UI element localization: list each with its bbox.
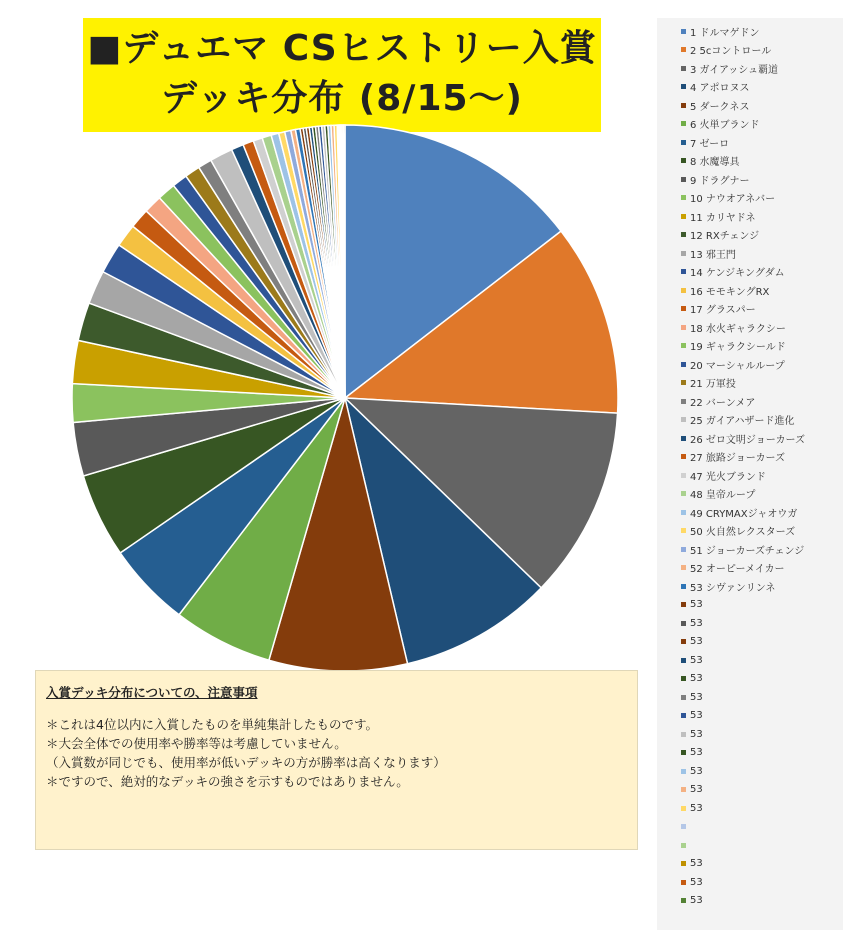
legend-swatch — [681, 843, 686, 848]
legend-swatch — [681, 510, 686, 515]
legend-label: 53 — [690, 710, 703, 722]
legend-swatch — [681, 288, 686, 293]
legend-swatch — [681, 750, 686, 755]
legend-swatch — [681, 417, 686, 422]
legend-swatch — [681, 602, 686, 607]
legend-label: 48 皇帝ループ — [690, 490, 756, 502]
legend-swatch — [681, 177, 686, 182]
legend-swatch — [681, 713, 686, 718]
legend-label: 1 ドルマゲドン — [690, 27, 760, 39]
legend-item — [681, 540, 843, 559]
legend-item — [681, 355, 843, 374]
note-line: ＊ですので、絶対的なデッキの強さを示すものではありません。 — [46, 774, 409, 789]
legend-swatch — [681, 103, 686, 108]
notes-heading: 入賞デッキ分布についての、注意事項 — [46, 685, 258, 700]
legend-item — [681, 133, 843, 152]
legend-item — [681, 466, 843, 485]
legend-swatch — [681, 195, 686, 200]
legend-item — [681, 762, 843, 781]
legend-label: 14 ケンジキングダム — [690, 268, 785, 280]
legend-label: 53 — [690, 654, 703, 666]
legend-swatch — [681, 232, 686, 237]
legend-label: 9 ドラグナー — [690, 175, 750, 187]
legend-item — [681, 96, 843, 115]
legend-label: 10 ナウオアネバー — [690, 194, 776, 206]
note-line: ＊これは4位以内に入賞したものを単純集計したものです。 — [46, 717, 378, 732]
legend-item — [681, 374, 843, 393]
legend-label: 53 — [690, 636, 703, 648]
legend-item — [681, 596, 843, 615]
legend-label: 19 ギャラクシールド — [690, 342, 786, 354]
legend-item — [681, 263, 843, 282]
legend-label: 52 オーピーメイカー — [690, 564, 785, 576]
legend-label: 53 — [690, 858, 703, 870]
legend-swatch — [681, 584, 686, 589]
notes-box — [35, 670, 638, 850]
legend-swatch — [681, 47, 686, 52]
legend-swatch — [681, 676, 686, 681]
legend-item — [681, 207, 843, 226]
legend-item — [681, 836, 843, 855]
legend-item — [681, 189, 843, 208]
legend-item — [681, 725, 843, 744]
legend-swatch — [681, 436, 686, 441]
legend-item — [681, 522, 843, 541]
legend-label: 7 ゼーロ — [690, 138, 730, 150]
legend-swatch — [681, 621, 686, 626]
legend-swatch — [681, 880, 686, 885]
legend-swatch — [681, 787, 686, 792]
legend-label: 2 5cコントロール — [690, 46, 772, 58]
legend-item — [681, 429, 843, 448]
legend-label: 22 バーンメア — [690, 397, 756, 409]
legend-swatch — [681, 140, 686, 145]
legend-label: 27 旅路ジョーカーズ — [690, 453, 786, 465]
legend-swatch — [681, 380, 686, 385]
legend-item — [681, 152, 843, 171]
legend-label: 53 — [690, 876, 703, 888]
note-line: ＊大会全体での使用率や勝率等は考慮していません。 — [46, 736, 347, 751]
legend-item — [681, 781, 843, 800]
legend-item — [681, 707, 843, 726]
legend-item — [681, 337, 843, 356]
legend-item — [681, 448, 843, 467]
legend-label: 26 ゼロ文明ジョーカーズ — [690, 434, 806, 446]
legend-item — [681, 281, 843, 300]
legend-swatch — [681, 769, 686, 774]
legend-item — [681, 244, 843, 263]
legend-label: 53 — [690, 617, 703, 629]
legend-label: 50 火自然レクスターズ — [690, 527, 796, 539]
legend-swatch — [681, 29, 686, 34]
legend-swatch — [681, 269, 686, 274]
legend-swatch — [681, 454, 686, 459]
legend-label: 8 水魔導具 — [690, 157, 740, 169]
legend-item — [681, 688, 843, 707]
legend-label: 53 — [690, 599, 703, 611]
legend-item — [681, 392, 843, 411]
legend-label: 25 ガイアハザード進化 — [690, 416, 795, 428]
legend-swatch — [681, 658, 686, 663]
legend-label: 53 — [690, 802, 703, 814]
legend-swatch — [681, 399, 686, 404]
legend-swatch — [681, 732, 686, 737]
legend-item — [681, 818, 843, 837]
legend-label: 49 CRYMAXジャオウガ — [690, 508, 798, 520]
legend-swatch — [681, 861, 686, 866]
legend-swatch — [681, 362, 686, 367]
legend-swatch — [681, 66, 686, 71]
legend-label: 53 — [690, 784, 703, 796]
legend-item — [681, 799, 843, 818]
legend-item — [681, 503, 843, 522]
legend-item — [681, 59, 843, 78]
legend-swatch — [681, 251, 686, 256]
legend-item — [681, 226, 843, 245]
legend-swatch — [681, 343, 686, 348]
legend-item — [681, 577, 843, 596]
legend-item — [681, 892, 843, 911]
legend-item — [681, 873, 843, 892]
chart-title-line-2: デッキ分布 (8/15〜) — [160, 78, 523, 119]
legend-item — [681, 633, 843, 652]
legend-label: 6 火単ブランド — [690, 120, 760, 132]
legend-label: 53 — [690, 765, 703, 777]
legend-swatch — [681, 898, 686, 903]
legend-label: 3 ガイアッシュ覇道 — [690, 64, 779, 76]
legend-swatch — [681, 806, 686, 811]
legend-swatch — [681, 491, 686, 496]
legend-label: 17 グラスパー — [690, 305, 756, 317]
legend-item — [681, 559, 843, 578]
legend-label: 16 モモキングRX — [690, 286, 770, 298]
legend-item — [681, 300, 843, 319]
legend-item — [681, 485, 843, 504]
note-line: （入賞数が同じでも、使用率が低いデッキの方が勝率は高くなります） — [46, 755, 446, 770]
legend-item — [681, 78, 843, 97]
legend-label: 12 RXチェンジ — [690, 231, 760, 243]
legend-item — [681, 614, 843, 633]
legend-label: 4 アポロヌス — [690, 83, 750, 95]
legend-item — [681, 670, 843, 689]
legend-label: 53 — [690, 728, 703, 740]
legend-swatch — [681, 547, 686, 552]
legend-item — [681, 651, 843, 670]
legend-label: 13 邪王門 — [690, 249, 736, 261]
legend-label: 53 — [690, 747, 703, 759]
legend-item — [681, 170, 843, 189]
chart-legend — [657, 18, 843, 930]
legend-label: 47 光火ブランド — [690, 471, 766, 483]
legend-item — [681, 855, 843, 874]
legend-label: 18 水火ギャラクシー — [690, 323, 786, 335]
legend-label: 51 ジョーカーズチェンジ — [690, 545, 805, 557]
legend-label: 53 — [690, 673, 703, 685]
legend-item — [681, 41, 843, 60]
legend-label: 11 カリヤドネ — [690, 212, 756, 224]
legend-swatch — [681, 306, 686, 311]
legend-label: 53 — [690, 691, 703, 703]
legend-label: 21 万軍投 — [690, 379, 736, 391]
legend-swatch — [681, 695, 686, 700]
legend-item — [681, 318, 843, 337]
legend-swatch — [681, 473, 686, 478]
legend-item — [681, 411, 843, 430]
legend-swatch — [681, 565, 686, 570]
legend-item — [681, 744, 843, 763]
legend-label: 53 シヴァンリンネ — [690, 582, 776, 594]
legend-swatch — [681, 528, 686, 533]
legend-swatch — [681, 121, 686, 126]
legend-label: 53 — [690, 895, 703, 907]
legend-swatch — [681, 214, 686, 219]
chart-title-line-1: ■デュエマ CSヒストリー入賞 — [87, 28, 597, 69]
legend-swatch — [681, 158, 686, 163]
legend-label: 20 マーシャルループ — [690, 360, 785, 372]
legend-swatch — [681, 639, 686, 644]
legend-swatch — [681, 824, 686, 829]
legend-swatch — [681, 84, 686, 89]
legend-item — [681, 115, 843, 134]
legend-label: 5 ダークネス — [690, 101, 750, 113]
legend-swatch — [681, 325, 686, 330]
legend-item — [681, 22, 843, 41]
